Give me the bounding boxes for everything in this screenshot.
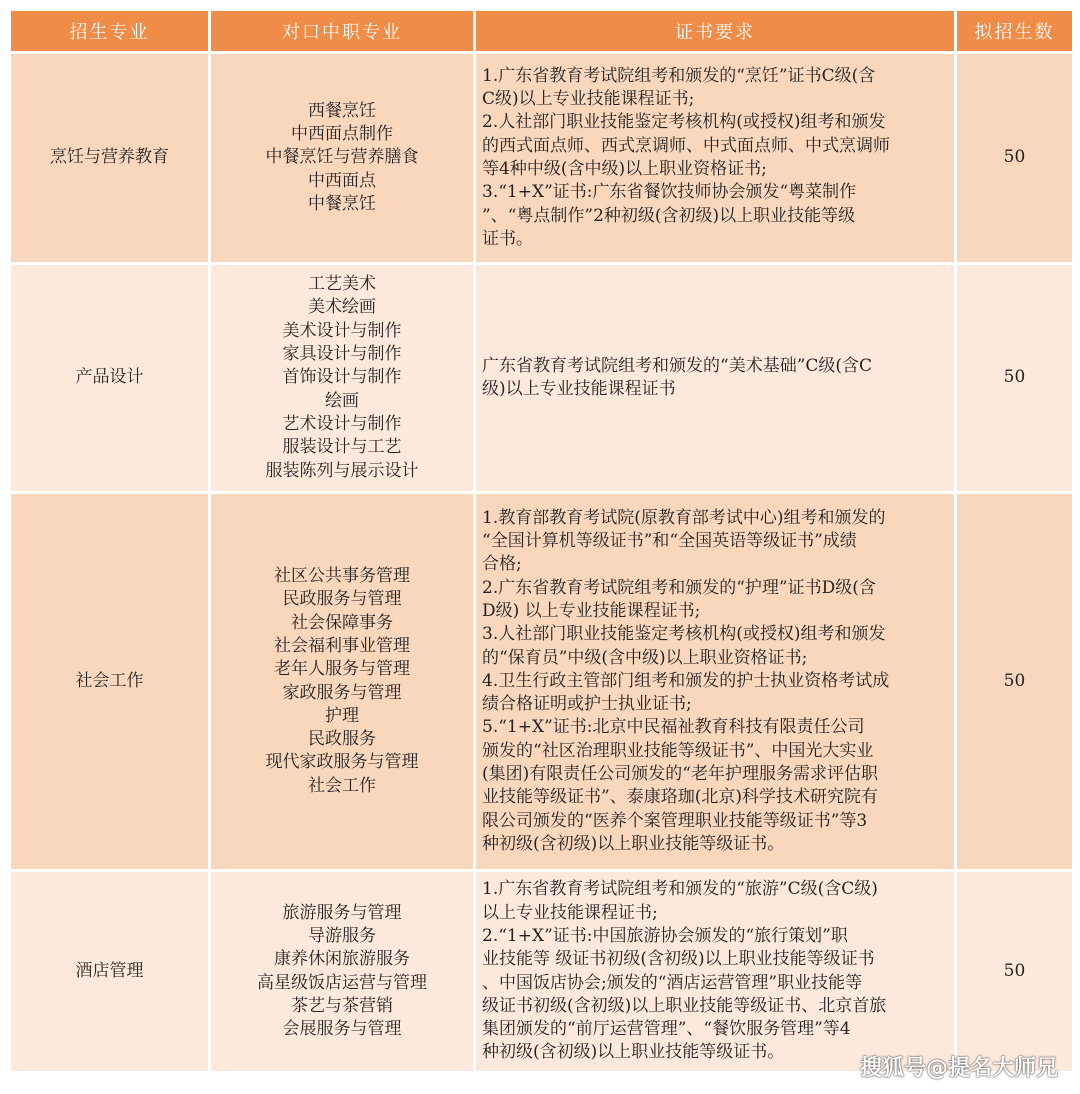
program-item: 中西面点制作 (291, 124, 393, 145)
program-item: 老年人服务与管理 (274, 659, 410, 680)
cert-line: 2.人社部门职业技能鉴定考核机构(或授权)组考和颁发 (482, 112, 886, 133)
major-cell: 烹饪与营养教育 (11, 54, 208, 262)
program-item: 美术绘画 (308, 297, 376, 318)
programs-cell (211, 54, 473, 262)
cert-line: 集团颁发的“前厅运营管理”、“餐饮服务管理”等4 (482, 1019, 851, 1040)
cert-line: 等4种中级(含中级)以上职业资格证书; (482, 159, 767, 179)
cert-cell (476, 54, 954, 262)
program-item: 导游服务 (308, 925, 376, 946)
table-row (11, 494, 1072, 869)
cert-line: 绩合格证明或护士执业证书; (482, 694, 692, 715)
header-row (11, 11, 1072, 51)
program-item: 美术设计与制作 (282, 320, 402, 341)
cert-line: “全国计算机等级证书”和“全国英语等级证书”成绩 (482, 531, 857, 552)
watermark: 搜狐号@提名大师兄 (859, 1056, 1058, 1081)
cert-line: 广东省教育考试院组考和颁发的“美术基础”C级(含C (482, 355, 873, 376)
programs-cell (211, 265, 473, 491)
cert-line: 级)以上专业技能课程证书 (482, 379, 676, 399)
programs-cell (211, 872, 473, 1071)
program-item: 社会保障事务 (291, 612, 393, 633)
program-item: 社会福利事业管理 (274, 635, 410, 656)
table-row (11, 872, 1072, 1071)
cert-line: ”、“粤点制作”2种初级(含初级)以上职业技能等级 (482, 205, 856, 226)
cert-line: 限公司颁发的“医养个案管理职业技能等级证书”等3 (482, 810, 868, 831)
program-item: 首饰设计与制作 (282, 367, 402, 388)
program-item: 护理 (325, 705, 359, 726)
cert-line: 以上专业技能课程证书; (482, 902, 658, 923)
program-item: 民政服务 (308, 729, 376, 750)
program-item: 社区公共事务管理 (274, 566, 410, 587)
cert-line: 2.广东省教育考试院组考和颁发的“护理”证书D级(含 (482, 577, 876, 598)
cert-line: 1.教育部教育考试院(原教育部考试中心)组考和颁发的 (482, 507, 886, 528)
table-row (11, 265, 1072, 491)
program-item: 艺术设计与制作 (282, 413, 402, 434)
quota-cell: 50 (957, 872, 1072, 1071)
program-item: 工艺美术 (308, 274, 376, 295)
program-item: 中餐烹饪与营养膳食 (265, 147, 419, 168)
cert-line: 2.“1+X”证书:中国旅游协会颁发的“旅行策划”职 (482, 925, 848, 946)
header-major: 招生专业 (11, 11, 208, 51)
enrollment-table (8, 8, 1075, 1074)
cert-cell (476, 872, 954, 1071)
cert-line: 颁发的“社区治理职业技能等级证书”、中国光大实业 (482, 740, 874, 761)
program-item: 旅游服务与管理 (282, 902, 402, 923)
program-item: 服装设计与工艺 (282, 437, 402, 458)
program-item: 西餐烹饪 (308, 100, 376, 121)
cert-line: 种初级(含初级)以上职业技能等级证书。 (482, 1042, 785, 1063)
cert-line: 5.“1+X”证书:北京中民福祉教育科技有限责任公司 (482, 717, 865, 738)
major-cell: 产品设计 (11, 265, 208, 491)
header-quota: 拟招生数 (957, 11, 1072, 51)
cert-line: 级证书初级(含初级)以上职业技能等级证书、北京首旅 (482, 995, 887, 1016)
cert-line: 业技能等级证书”、泰康珞珈(北京)科学技术研究院有 (482, 787, 878, 808)
table-row (11, 54, 1072, 262)
program-item: 社会工作 (308, 775, 376, 796)
programs-cell (211, 494, 473, 869)
quota-cell: 50 (957, 494, 1072, 869)
program-item: 高星级饭店运营与管理 (257, 972, 427, 993)
cert-line: 证书。 (482, 228, 533, 249)
program-item: 家政服务与管理 (282, 682, 402, 703)
cert-line: D级) 以上专业技能课程证书; (482, 600, 701, 621)
cert-line: 3.人社部门职业技能鉴定考核机构(或授权)组考和颁发 (482, 624, 886, 645)
cert-line: 1.广东省教育考试院组考和颁发的“烹饪”证书C级(含 (482, 65, 876, 86)
quota-cell: 50 (957, 265, 1072, 491)
program-item: 家具设计与制作 (282, 344, 402, 365)
cert-line: 合格; (482, 554, 522, 575)
header-cert: 证书要求 (476, 11, 954, 51)
cert-line: (集团)有限责任公司颁发的“老年护理服务需求评估职 (482, 764, 878, 785)
program-item: 茶艺与茶营销 (291, 995, 393, 1016)
program-item: 绘画 (325, 390, 359, 411)
cert-line: 1.广东省教育考试院组考和颁发的“旅游”C级(含C级) (482, 879, 878, 900)
cert-line: 4.卫生行政主管部门组考和颁发的护士执业资格考试成 (482, 670, 890, 691)
program-item: 中西面点 (308, 170, 376, 191)
cert-line: 业技能等 级证书初级(含初级)以上职业技能等级证书 (482, 949, 875, 970)
cert-cell (476, 265, 954, 491)
program-item: 现代家政服务与管理 (265, 752, 419, 773)
program-item: 服装陈列与展示设计 (265, 460, 419, 481)
header-programs: 对口中职专业 (211, 11, 473, 51)
program-item: 民政服务与管理 (282, 589, 402, 610)
cert-line: 种初级(含初级)以上职业技能等级证书。 (482, 833, 785, 854)
cert-line: 的西式面点师、西式烹调师、中式面点师、中式烹调师 (482, 135, 890, 156)
cert-line: C级)以上专业技能课程证书; (482, 89, 695, 110)
quota-cell: 50 (957, 54, 1072, 262)
cert-line: 、中国饭店协会;颁发的“酒店运营管理”职业技能等 (482, 972, 863, 993)
major-cell: 社会工作 (11, 494, 208, 869)
cert-line: 3.“1+X”证书:广东省餐饮技师协会颁发“粤菜制作 (482, 182, 857, 203)
cert-line: 的“保育员”中级(含中级)以上职业资格证书; (482, 647, 808, 668)
major-cell: 酒店管理 (11, 872, 208, 1071)
program-item: 中餐烹饪 (308, 193, 376, 214)
program-item: 康养休闲旅游服务 (274, 949, 410, 970)
cert-cell (476, 494, 954, 869)
program-item: 会展服务与管理 (282, 1019, 402, 1040)
